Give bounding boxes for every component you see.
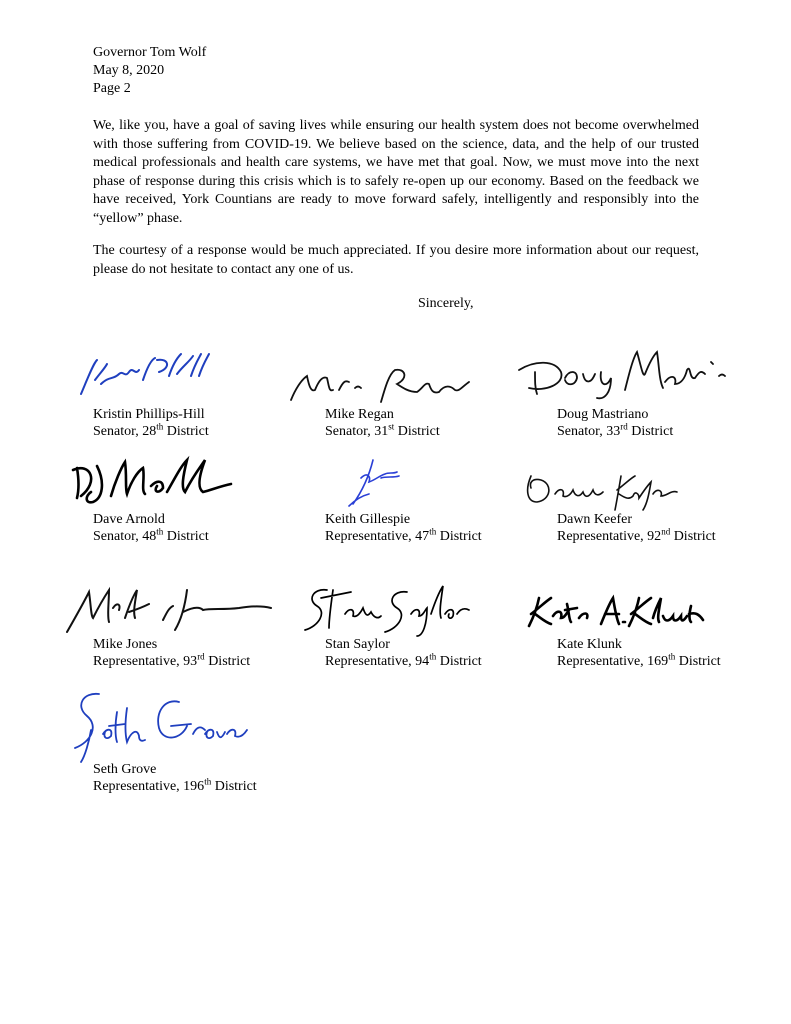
signatory-name: Mike Regan	[325, 407, 394, 422]
signatory-name: Seth Grove	[93, 762, 157, 777]
body-paragraph-2: The courtesy of a response would be much appreciated. If you desire more information about our request, please do not hesitate to contact any one of us.	[93, 243, 699, 277]
handwritten-signature-seth-grove	[69, 686, 239, 764]
signatory-name: Kate Klunk	[557, 637, 622, 652]
closing-salutation: Sincerely,	[418, 296, 474, 311]
signatory-name: Keith Gillespie	[325, 512, 411, 527]
handwritten-signature-stan-saylor	[299, 580, 479, 640]
signatory-title: Representative, 94th District	[325, 651, 482, 669]
handwritten-signature-keith-gillespie	[341, 456, 421, 516]
signatory-name: Mike Jones	[93, 637, 158, 652]
handwritten-signature-dave-arnold	[71, 456, 251, 512]
signatory-name: Kristin Phillips-Hill	[93, 407, 205, 422]
handwritten-signature-kristin-phillips-hill	[73, 350, 233, 408]
signatory-name: Dave Arnold	[93, 512, 165, 527]
signatory-title: Representative, 93rd District	[93, 651, 251, 669]
signatory-title: Senator, 31st District	[325, 421, 440, 439]
date-line: May 8, 2020	[93, 63, 165, 78]
signatory-title: Senator, 48th District	[93, 526, 209, 544]
signatory-title: Representative, 196th District	[93, 776, 257, 794]
signatory-title: Senator, 33rd District	[557, 421, 674, 439]
letter-header	[93, 44, 206, 98]
page-number-line: Page 2	[93, 81, 131, 96]
handwritten-signature-mike-jones	[63, 582, 273, 638]
signatory-name: Doug Mastriano	[557, 407, 649, 422]
recipient-line: Governor Tom Wolf	[93, 45, 207, 60]
handwritten-signature-dawn-keefer	[521, 466, 701, 512]
signatory-title: Representative, 92nd District	[557, 526, 716, 544]
handwritten-signature-kate-klunk	[527, 592, 717, 632]
signatory-title: Senator, 28th District	[93, 421, 209, 439]
signatory-title: Representative, 169th District	[557, 651, 721, 669]
signatory-name: Dawn Keefer	[557, 512, 633, 527]
signatory-title: Representative, 47th District	[325, 526, 482, 544]
signatory-name: Stan Saylor	[325, 637, 390, 652]
body-paragraph-1: We, like you, have a goal of saving lives while ensuring our health system does not become overwhelmed with those suffering from COVID-19. We believe based on the science, data, and the help of our trusted medical professionals and health care systems, we have met that goal. Now, we must move into the next phase of response during this crisis which is to safely re-open up our economy. Based on the feedback we have received, York Countians are ready to move forward safely, intelligently and responsibly into the “yellow” phase.	[93, 118, 699, 226]
handwritten-signature-doug-mastriano	[515, 344, 735, 404]
handwritten-signature-mike-regan	[285, 362, 485, 408]
